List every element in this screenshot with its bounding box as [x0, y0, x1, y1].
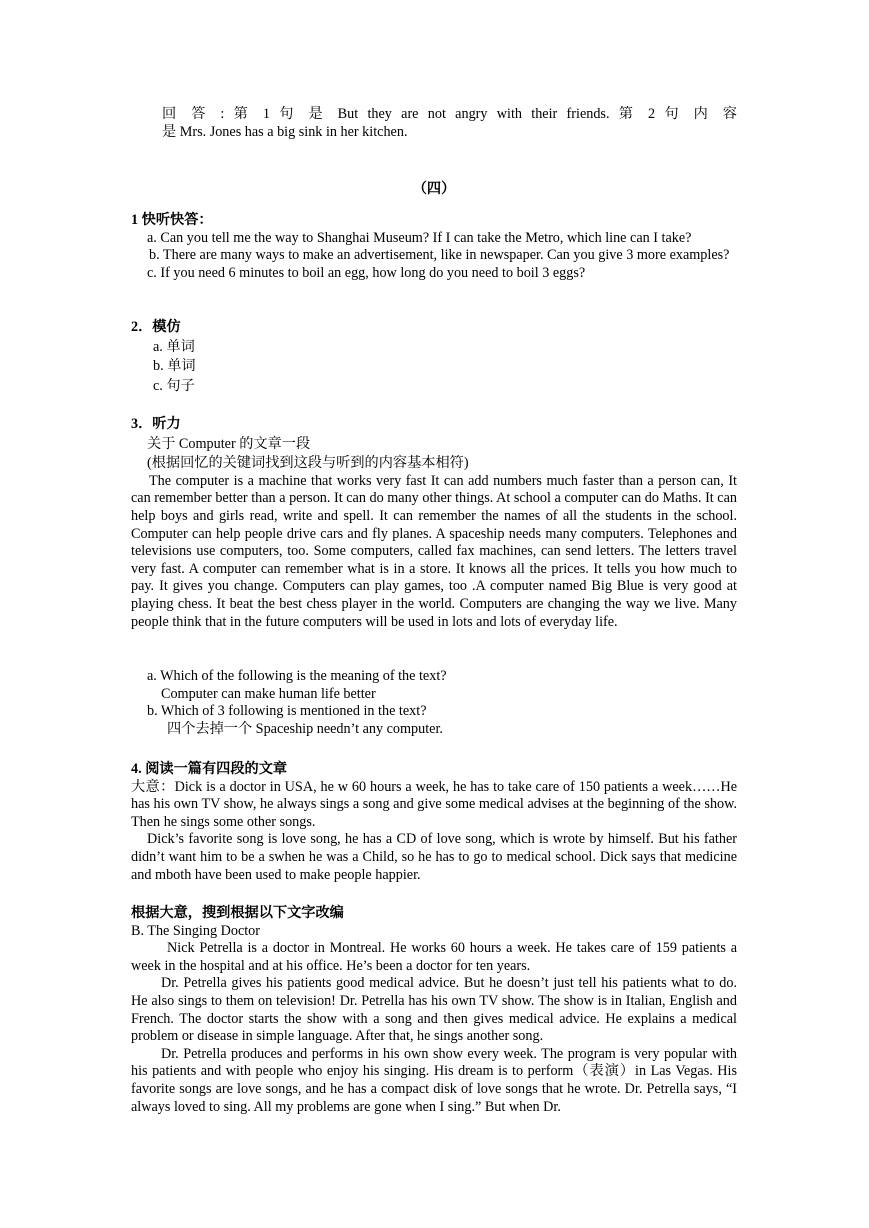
intro-answer — [162, 106, 737, 141]
section5-heading: 根据大意，搜到根据以下文字改编 — [131, 905, 344, 921]
article-paragraph-2: Dr. Petrella gives his patients good medical advice. But he doesn’t just tell his patients what to do. He also sings to them on television! Dr. Petrella has his own TV show. The show is in Italian, English and French. The doctor starts the show with a song and then gives medical advice. He explains a medical problem or disease in simple language. After that, he sings another song. — [131, 975, 737, 1045]
section3-subtitle: 关于 Computer 的文章一段 — [147, 435, 311, 452]
section4-summary: 大意：Dick is a doctor in USA, he w 60 hours a week, he has to take care of 150 patients a week……He has his own TV show, he always sings a song and give some medical advises at the beginning of the show. Then he sings some other songs. — [131, 778, 737, 830]
section4-paragraph: Dick’s favorite song is love song, he has a CD of love song, which is wrote by himself. But his father didn’t want him to be a swhen he was a Child, so he has to go to medical school. Dick says that medicine and mboth have been used to make people happier. — [131, 831, 737, 883]
section3-answer-b: 四个去掉一个 Spaceship needn’t any computer. — [167, 720, 443, 737]
section-imitation — [131, 319, 737, 395]
section2-item-a: a. 单词 — [153, 338, 195, 355]
article-paragraph-3: Dr. Petrella produces and performs in his own show every week. The program is very popular with his patients and with people who enjoy his singing. His dream is to perform（表演）in Las Vegas. His favorite songs are love songs, and he has a compact disk of love songs that he wrote. Dr. Petrella says, “I always loved to sing. All my problems are gone when I sing.” But when Dr. — [131, 1045, 737, 1115]
section1-heading: 1 快听快答： — [131, 212, 213, 228]
section3-note: (根据回忆的关键词找到这段与听到的内容基本相符) — [147, 455, 469, 472]
section3-questions — [131, 668, 737, 738]
intro-answer-line2: 是 Mrs. Jones has a big sink in her kitchen. — [162, 123, 408, 140]
section1-question-c: c. If you need 6 minutes to boil an egg, how long do you need to boil 3 eggs? — [147, 264, 586, 281]
section-listening — [131, 416, 737, 631]
section3-answer-a: Computer can make human life better — [161, 685, 376, 702]
intro-answer-line1: 回 答 : 第 1 句 是 But they are not angry with their friends. 第 2 句 内 容 — [162, 106, 737, 122]
section1-question-a: a. Can you tell me the way to Shanghai Museum? If I can take the Metro, which line can I take? — [147, 229, 692, 246]
section1-question-b: b. There are many ways to make an advertisement, like in newspaper. Can you give 3 more examples? — [149, 247, 730, 264]
article-title: B. The Singing Doctor — [131, 922, 260, 939]
section4-heading: 4. 阅读一篇有四段的文章 — [131, 761, 288, 777]
section-quick-answer — [131, 212, 737, 282]
section3-question-a: a. Which of the following is the meaning of the text? — [147, 668, 447, 684]
section-reading — [131, 761, 737, 884]
section-adapted-text — [131, 905, 737, 1116]
section2-item-c: c. 句子 — [153, 377, 195, 394]
part-title: （四） — [412, 181, 456, 197]
article-paragraph-1: Nick Petrella is a doctor in Montreal. He works 60 hours a week. He takes care of 159 patients a week in the hospital and at his office. He’s been a doctor for ten years. — [131, 940, 737, 974]
computer-passage: The computer is a machine that works very fast It can add numbers much faster than a person can, It can remember better than a person. It can do many other things. At school a computer can do Maths. It can help boys and girls read, write and spell. It can remember the names of all the students in the school. Computer can help people drive cars and fly planes. A spaceship needs many computers. Telephones and televisions use computers, too. Some computers, called fax machines, can send letters. The letters travel very fast. A computer can remember what is in a store. It knows all the prices. It tells you how much to pay. It gives you change. Computers can play games, too .A computer named Big Blue is very good at playing chess. It beat the best chess player in the world. Computers are changing the way we live. Many people think that in the future computers will be used in lots and lots of everyday life. — [131, 472, 737, 630]
section2-item-b: b. 单词 — [153, 358, 196, 375]
section3-question-b: b. Which of 3 following is mentioned in the text? — [147, 703, 427, 720]
section2-heading: 2．模仿 — [131, 319, 181, 335]
section3-heading: 3．听力 — [131, 416, 181, 432]
